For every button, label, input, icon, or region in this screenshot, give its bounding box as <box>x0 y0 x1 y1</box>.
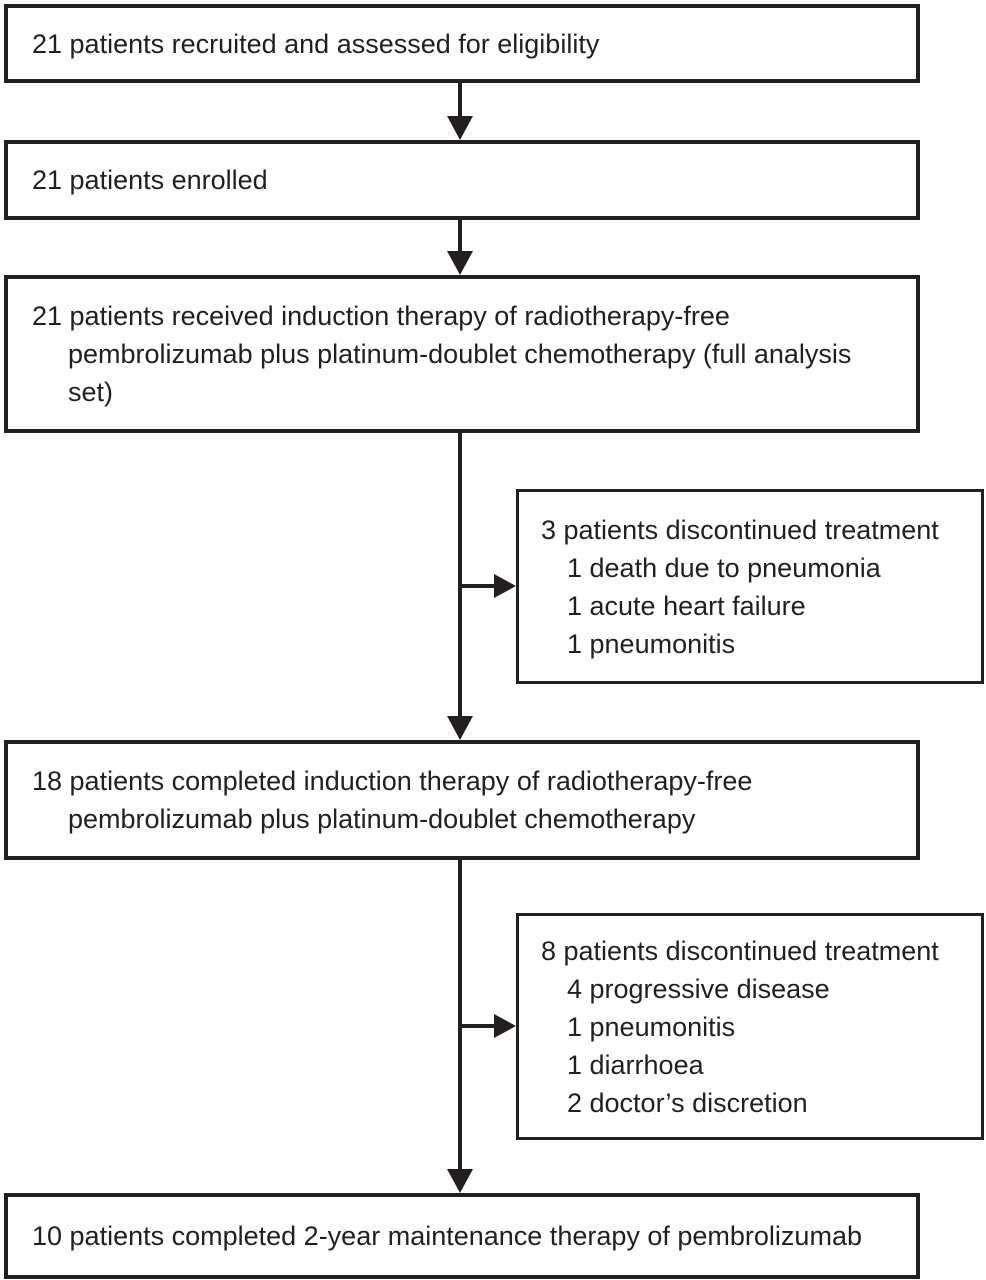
flow-box-induction-line-3: set) <box>68 377 114 407</box>
connector-line-induction-to-completed <box>458 433 462 719</box>
arrow-down-icon <box>447 1169 473 1193</box>
discontinued-maintenance-item: 1 pneumonitis <box>567 1011 736 1042</box>
discontinued-maintenance-header: 8 patients discontinued treatment <box>541 935 939 966</box>
connector-line-enrolled-to-induction <box>458 220 462 254</box>
flow-box-recruited <box>4 4 920 83</box>
arrow-right-icon <box>494 574 516 598</box>
discontinued-induction-header: 3 patients discontinued treatment <box>541 514 939 545</box>
connector-line-completed-to-maintenance <box>458 860 462 1172</box>
discontinued-maintenance-item: 2 doctor’s discretion <box>567 1087 808 1118</box>
branch-line-discontinued-induction <box>460 584 498 588</box>
flow-box-induction-line-2: pembrolizumab plus platinum-doublet chemotherapy (full analysis <box>68 339 852 369</box>
flow-box-completed-maintenance-text: 10 patients completed 2-year maintenance therapy of pembrolizumab <box>32 1221 862 1251</box>
arrow-down-icon <box>447 251 473 275</box>
flow-box-completed-induction <box>4 740 920 860</box>
flow-box-completed-induction-line-1: 18 patients completed induction therapy of radiotherapy-free <box>32 766 753 796</box>
flow-box-discontinued-maintenance <box>516 913 984 1140</box>
flow-box-recruited-text: 21 patients recruited and assessed for eligibility <box>32 28 600 59</box>
arrow-right-icon <box>494 1014 516 1038</box>
flow-box-discontinued-induction <box>516 489 984 684</box>
arrow-down-icon <box>447 116 473 140</box>
flow-box-completed-maintenance <box>4 1193 920 1279</box>
arrow-down-icon <box>447 716 473 740</box>
discontinued-induction-item: 1 death due to pneumonia <box>567 552 881 583</box>
flow-box-enrolled-text: 21 patients enrolled <box>32 165 268 195</box>
flow-box-completed-induction-line-2: pembrolizumab plus platinum-doublet chemotherapy <box>68 804 696 834</box>
flow-box-induction-therapy <box>4 275 920 433</box>
discontinued-induction-item: 1 acute heart failure <box>567 590 806 621</box>
branch-line-discontinued-maintenance <box>460 1024 498 1028</box>
discontinued-maintenance-item: 1 diarrhoea <box>567 1049 704 1080</box>
flow-box-enrolled <box>4 140 920 220</box>
discontinued-maintenance-item: 4 progressive disease <box>567 973 830 1004</box>
discontinued-induction-item: 1 pneumonitis <box>567 628 736 659</box>
connector-line-recruited-to-enrolled <box>458 83 462 119</box>
flow-box-induction-line-1: 21 patients received induction therapy of radiotherapy-free <box>32 301 730 331</box>
